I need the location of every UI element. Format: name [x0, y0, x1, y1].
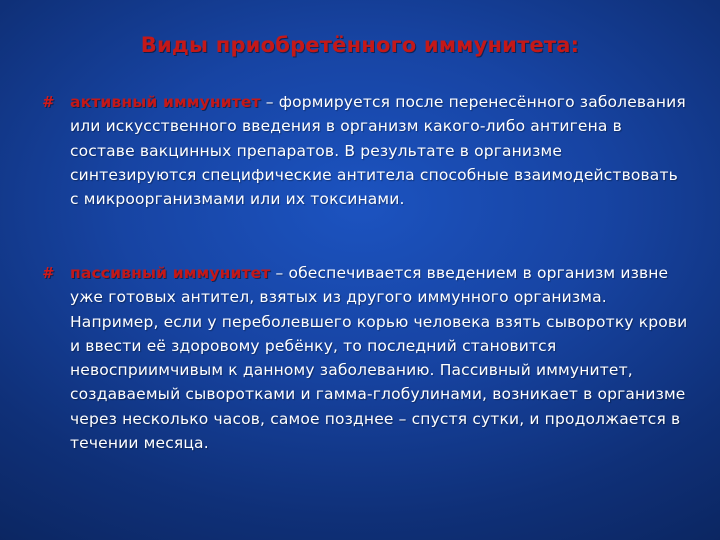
term-active-immunity: активный иммунитет [70, 93, 261, 111]
list-item-passive-immunity [42, 261, 690, 455]
list-item-active-immunity [42, 90, 690, 211]
definition-passive-immunity: – обеспечивается введением в организм извне уже готовых антител, взятых из другого иммунного организма. Например, если у переболевшего корью человека взять сыворотку крови и ввести её здоровому ребёнку, то последний становится невосприимчивым к данному заболеванию. Пассивный иммунитет, создаваемый сыворотками и гамма-глобулинами, возникает в организме через несколько часов, самое позднее – спустя сутки, и продолжается в течении месяца. [70, 264, 688, 453]
bullet-hash-icon: # [42, 93, 53, 111]
bullet-hash-icon: # [42, 264, 53, 282]
term-passive-immunity: пассивный иммунитет [70, 264, 271, 282]
definition-active-immunity: – формируется после перенесённого заболевания или искусственного введения в организм какого-либо антигена в составе вакцинных препаратов. В результате в организме синтезируются специфические антитела способные взаимодействовать с микроорганизмами или их токсинами. [70, 93, 686, 209]
slide-title: Виды приобретённого иммунитета: [140, 33, 580, 57]
